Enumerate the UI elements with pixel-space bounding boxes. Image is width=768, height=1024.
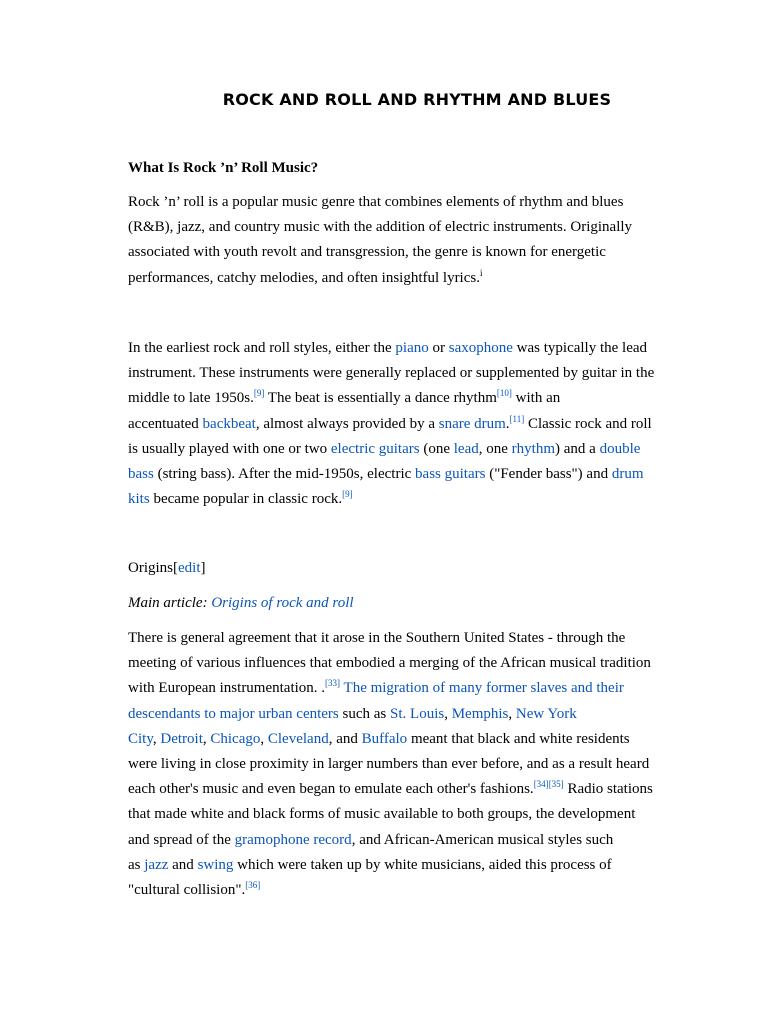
text-line: that made white and black forms of music available to both groups, the development: [128, 806, 636, 823]
link-swing[interactable]: swing: [197, 856, 234, 873]
citation-35[interactable]: [35]: [548, 779, 564, 790]
link-buffalo[interactable]: Buffalo: [361, 730, 408, 747]
link-electric-guitars[interactable]: electric guitars: [330, 440, 420, 457]
text-line: middle to late 1950s.[9] The beat is essentially a dance rhythm[10] with an: [128, 388, 561, 407]
link-chicago[interactable]: Chicago: [210, 730, 261, 747]
origins-heading: Origins[edit]: [128, 560, 206, 576]
link-migration-cont[interactable]: descendants to major urban centers: [128, 705, 339, 722]
citation-33[interactable]: [33]: [325, 678, 341, 689]
section-what-is-rock: [128, 156, 676, 181]
citation-36[interactable]: [36]: [245, 880, 261, 891]
link-drum-kits-cont[interactable]: kits: [128, 491, 150, 508]
link-double-bass-cont[interactable]: bass: [128, 466, 154, 483]
text-line: "cultural collision".[36]: [128, 880, 261, 899]
paragraph-instruments: [128, 336, 676, 512]
citation-9[interactable]: [9]: [253, 388, 265, 399]
link-jazz[interactable]: jazz: [144, 856, 169, 873]
text-line: City, Detroit, Chicago, Cleveland, and Buffalo meant that black and white residents: [128, 730, 630, 747]
link-piano[interactable]: piano: [395, 340, 429, 356]
text-line: and spread of the gramophone record, and African-American musical styles such: [128, 831, 614, 848]
link-double-bass[interactable]: double: [599, 440, 641, 457]
citation-10[interactable]: [10]: [496, 388, 512, 399]
text-line: bass (string bass). After the mid-1950s, electric bass guitars ("Fender bass") and drum: [128, 466, 644, 483]
link-migration[interactable]: The migration of many former slaves and their: [340, 680, 624, 697]
link-drum-kits[interactable]: drum: [611, 466, 644, 483]
section-origins: [128, 556, 676, 581]
link-snare-drum[interactable]: snare drum: [438, 415, 506, 432]
link-saxophone[interactable]: saxophone: [448, 340, 513, 356]
citation-11[interactable]: [11]: [509, 413, 525, 424]
citation-9b[interactable]: [9]: [342, 489, 353, 500]
paragraph-definition: [128, 190, 676, 291]
edit-link[interactable]: edit: [178, 560, 201, 576]
link-origins-of-rock-and-roll[interactable]: Origins of rock and roll: [211, 595, 354, 611]
text-line: instrument. These instruments were generally replaced or supplemented by guitar in the: [128, 365, 655, 382]
link-detroit[interactable]: Detroit: [160, 730, 203, 747]
endnote-marker: i: [479, 267, 483, 278]
text-line: performances, catchy melodies, and often insightful lyrics.$^i$: [128, 267, 483, 286]
text-line: descendants to major urban centers such as St. Louis, Memphis, New York: [128, 705, 577, 722]
paragraph-origins: [128, 626, 676, 903]
main-article-note: Main article: Origins of rock and roll: [128, 595, 354, 611]
link-backbeat[interactable]: backbeat: [202, 415, 256, 432]
text-line: Rock ’n’ roll is a popular music genre that combines elements of rhythm and blues: [128, 194, 624, 210]
link-bass-guitars[interactable]: bass guitars: [415, 466, 486, 483]
section-heading: What Is Rock ’n’ Roll Music?: [128, 160, 319, 176]
text-line: kits became popular in classic rock.[9]: [128, 489, 353, 508]
text-line: is usually played with one or two electric guitars (one lead, one rhythm) and a double: [128, 440, 641, 457]
link-cleveland[interactable]: Cleveland: [267, 730, 329, 747]
link-new-york-city[interactable]: New York: [515, 705, 577, 722]
text-line: accentuated backbeat, almost always provided by a snare drum.[11] Classic rock and roll: [128, 413, 652, 432]
link-rhythm[interactable]: rhythm: [511, 440, 556, 457]
text-line: were living in close proximity in larger numbers than ever before, and as a result heard: [128, 756, 650, 773]
text-line: There is general agreement that it arose in the Southern United States - through the: [128, 630, 626, 646]
link-lead[interactable]: lead: [453, 440, 479, 457]
link-gramophone-record[interactable]: gramophone record: [234, 831, 352, 848]
text-line: with European instrumentation. .[33] The migration of many former slaves and their: [128, 678, 624, 697]
text-line: (R&B), jazz, and country music with the addition of electric instruments. Originally: [128, 219, 633, 236]
text-line: meeting of various influences that embodied a merging of the African musical tradition: [128, 655, 651, 672]
text-line: associated with youth revolt and transgression, the genre is known for energetic: [128, 244, 606, 261]
text-line: In the earliest rock and roll styles, either the piano or saxophone was typically the lead: [128, 340, 648, 356]
link-memphis[interactable]: Memphis: [451, 705, 509, 722]
link-st-louis[interactable]: St. Louis: [390, 705, 445, 722]
text-line: as jazz and swing which were taken up by white musicians, aided this process of: [128, 856, 612, 873]
link-new-york-city-cont[interactable]: City: [128, 730, 153, 747]
citation-34[interactable]: [34]: [533, 779, 549, 790]
page-title: ROCK AND ROLL AND RHYTHM AND BLUES: [222, 90, 612, 109]
text-line: each other's music and even began to emulate each other's fashions.[34][35] Radio stations: [128, 779, 653, 798]
